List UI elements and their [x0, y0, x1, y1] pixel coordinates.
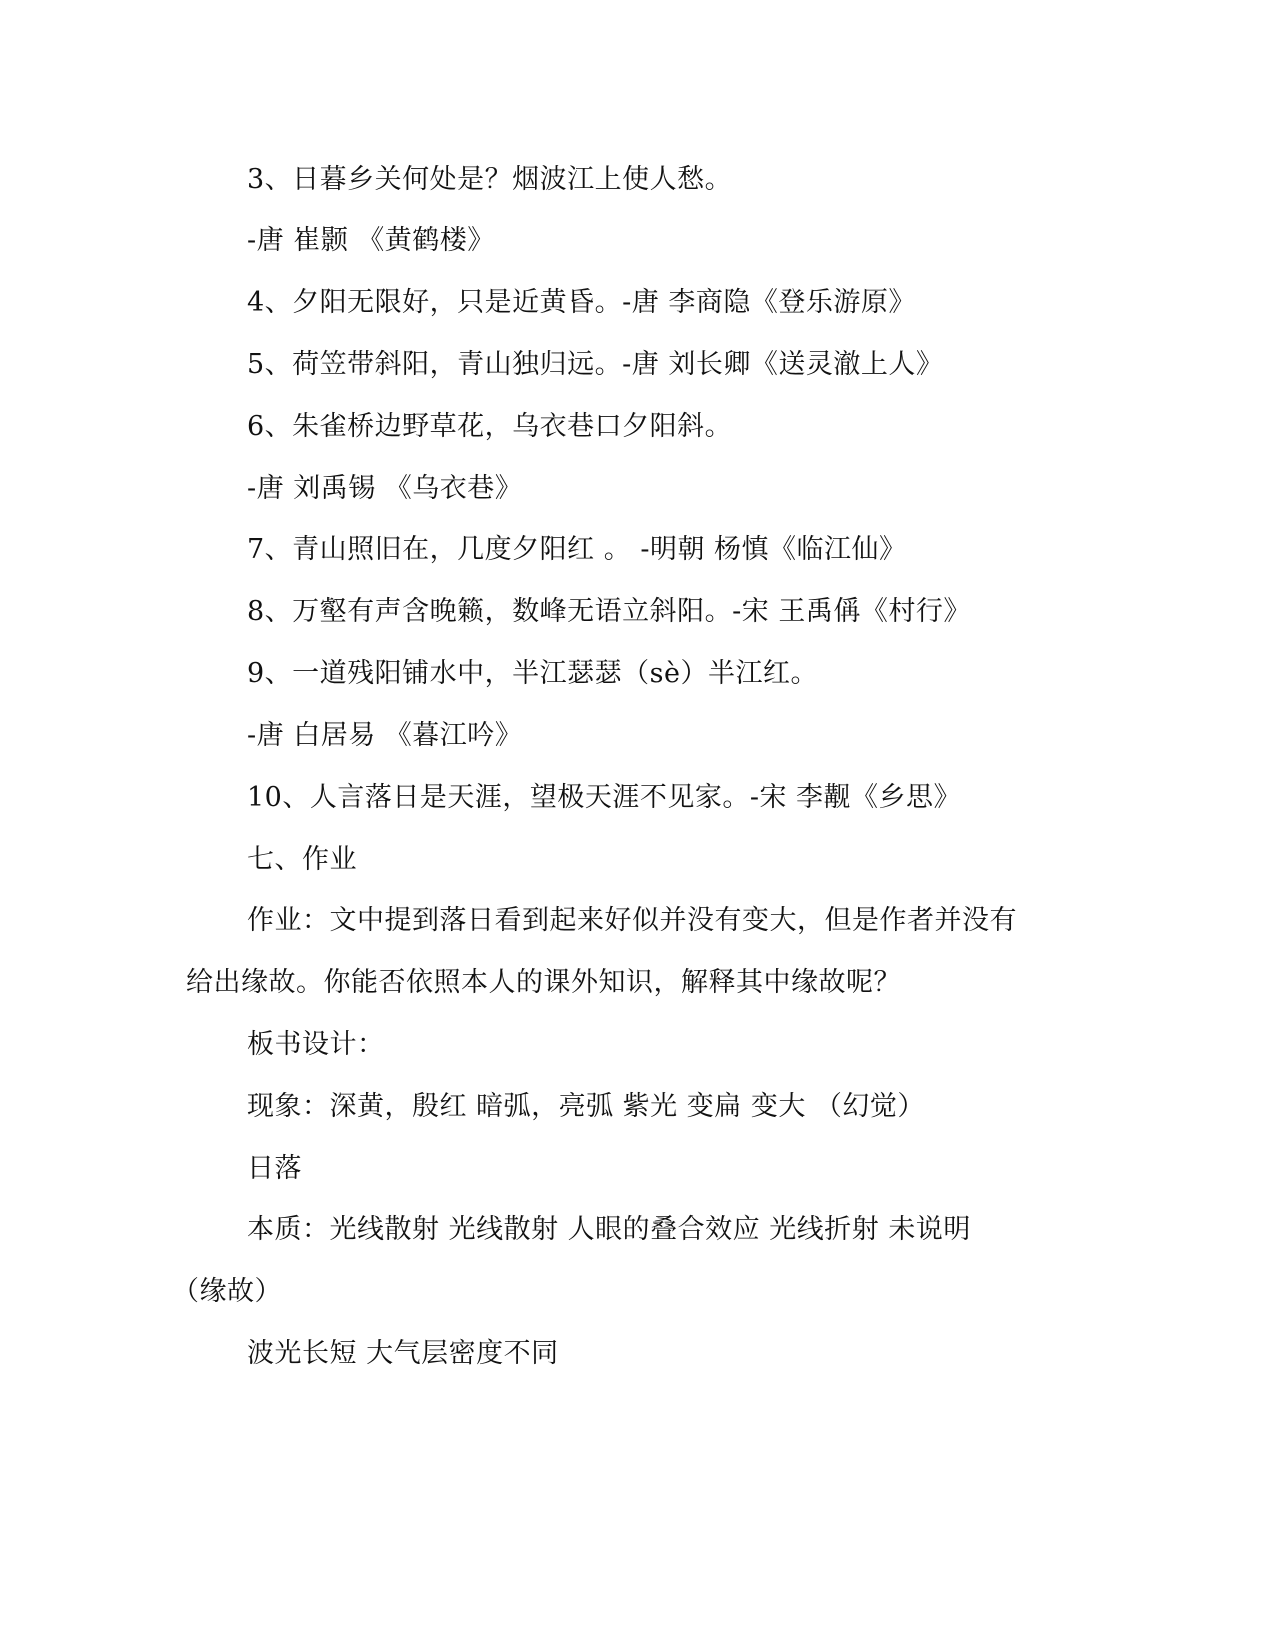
poem-line-8: 8、万壑有声含晚籁，数峰无语立斜阳。-宋 王禹偁《村行》 — [247, 596, 971, 627]
board-design-heading: 板书设计： — [247, 1029, 385, 1060]
poem-line-9: 9、一道残阳铺水中，半江瑟瑟（sè）半江红。 — [247, 658, 819, 689]
board-phenomenon-line: 现象：深黄，殷红 暗弧，亮弧 紫光 变扁 变大 （幻觉） — [247, 1091, 925, 1122]
homework-text-line-2: 给出缘故。你能否依照本人的课外知识，解释其中缘故呢？ — [186, 967, 901, 998]
board-essence-line: 本质：光线散射 光线散射 人眼的叠合效应 光线折射 未说明 — [247, 1214, 971, 1245]
poem-source-6: -唐 刘禹锡 《乌衣巷》 — [247, 473, 523, 504]
poem-line-6: 6、朱雀桥边野草花，乌衣巷口夕阳斜。 — [247, 411, 733, 442]
board-sunset-label: 日落 — [247, 1153, 302, 1184]
board-reason-line: （缘故） — [172, 1276, 282, 1307]
poem-line-4: 4、夕阳无限好，只是近黄昏。-唐 李商隐《登乐游原》 — [247, 287, 916, 318]
homework-text-line-1: 作业：文中提到落日看到起来好似并没有变大，但是作者并没有 — [247, 905, 1017, 936]
board-causes-line: 波光长短 大气层密度不同 — [247, 1338, 559, 1369]
poem-source-9: -唐 白居易 《暮江吟》 — [247, 720, 523, 751]
poem-line-5: 5、荷笠带斜阳，青山独归远。-唐 刘长卿《送灵澈上人》 — [247, 349, 944, 380]
poem-source-3: -唐 崔颢 《黄鹤楼》 — [247, 225, 495, 256]
poem-line-10: 10、人言落日是天涯，望极天涯不见家。-宋 李觏《乡思》 — [247, 782, 962, 813]
section-heading-homework: 七、作业 — [247, 844, 357, 875]
poem-line-7: 7、青山照旧在，几度夕阳红 。 -明朝 杨慎《临江仙》 — [247, 534, 907, 565]
poem-line-3: 3、日暮乡关何处是？烟波江上使人愁。 — [247, 164, 733, 195]
